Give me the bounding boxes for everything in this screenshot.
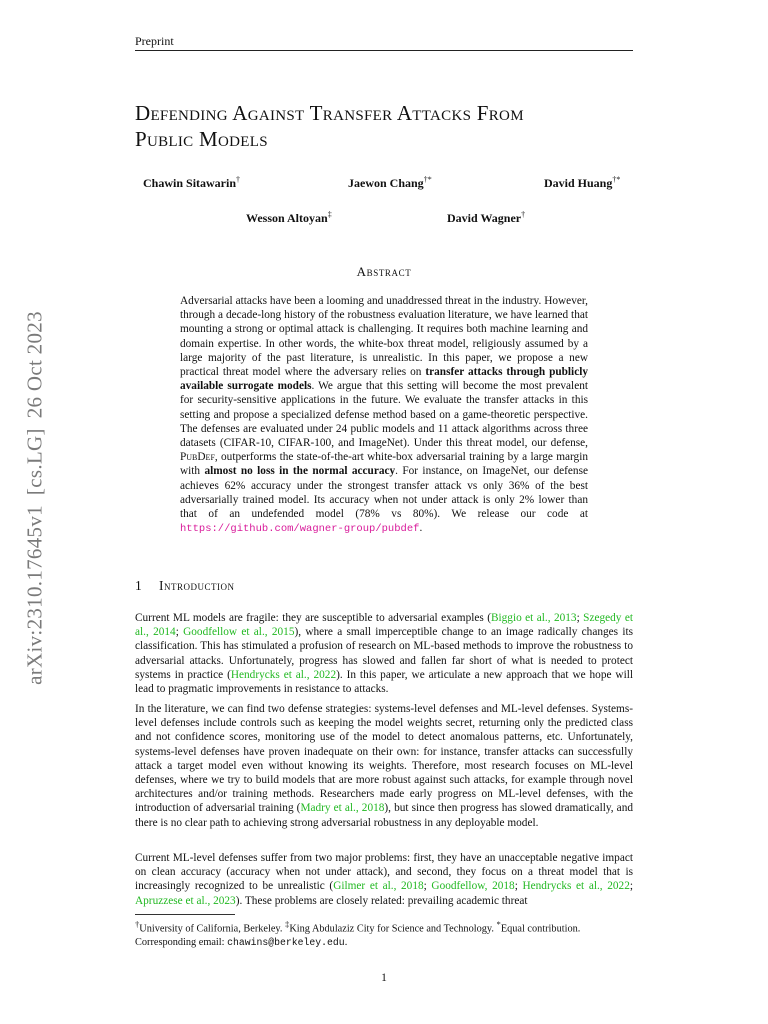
body-text: In the literature, we can find two defense strategies: systems-level defenses and ML-level defenses. Systems-level defenses include controls such as keeping the model weights secret, returning only the predicted class and not confidence scores, monitoring use of the model to detect anomalous patterns, etc. Unfortunately, systems-level defenses have proven inadequate on their own: for instance, transfer attacks can successfully attack a target model even without knowing its weights. Therefore, most research focuses on ML-level defenses, where we try to build models that are more robust against such attacks, for example through novel architectures and/or training methods. Researchers made early progress on ML-level defenses, with the introduction of adversarial training ( [135, 703, 633, 815]
author-name: David Huang [544, 176, 613, 190]
abstract-body [180, 294, 588, 536]
section-number: 1 [135, 578, 142, 593]
footnote-mark: * [496, 919, 501, 929]
body-text: ; [576, 612, 584, 624]
abstract-text: . [419, 522, 423, 535]
paragraph-2 [135, 702, 633, 830]
citation-link[interactable]: Apruzzese et al., 2023 [135, 894, 236, 907]
body-text: ; [175, 626, 184, 639]
running-header: Preprint [135, 34, 174, 48]
body-text: ). In this paper, we articulate a new approach that we hope will lead to pragmatic improvements in resistance to attacks. [135, 668, 633, 696]
contact-label: Corresponding email: [135, 936, 228, 948]
citation-link[interactable]: Hendrycks et al., 2022 [522, 880, 630, 893]
arxiv-sidebar [22, 283, 47, 713]
citation-link[interactable]: Goodfellow et al., 2015 [183, 626, 295, 639]
author-2 [348, 175, 432, 191]
footnote-mark: ‡ [285, 919, 290, 929]
body-text: Current ML-level defenses suffer from two major problems: first, they have an unacceptable negative impact on clean accuracy (accuracy when not under attack), and second, they focus on a threat model that is increasingly recognized to be unrealistic ( [135, 852, 633, 893]
corresponding-email[interactable]: chawins@berkeley.edu [227, 936, 345, 948]
author-5 [447, 210, 525, 226]
paragraph-3 [135, 851, 633, 908]
abstract-emphasis: transfer attacks through publicly available surrogate models [180, 366, 588, 393]
paragraph-1 [135, 611, 633, 696]
arxiv-id: arXiv:2310.17645v1 [22, 505, 47, 685]
author-4 [246, 210, 332, 226]
author-affiliation-mark: † [236, 175, 241, 184]
arxiv-date: 26 Oct 2023 [22, 311, 47, 419]
title-line-1: Defending Against Transfer Attacks From [135, 101, 524, 125]
abstract-emphasis: almost no loss in the normal accuracy [204, 465, 396, 478]
page-number: 1 [381, 972, 387, 984]
citation-link[interactable]: Gilmer et al., 2018 [333, 880, 424, 893]
section-title: Introduction [159, 578, 235, 593]
author-name: David Wagner [447, 211, 522, 225]
author-name: Wesson Altoyan [246, 211, 328, 225]
citation-link[interactable]: Goodfellow, 2018 [431, 880, 515, 893]
body-text: Current ML models are fragile: they are susceptible to adversarial examples ( [135, 612, 491, 624]
body-text: ), but since then progress has slowed dramatically, and there is no clear path to achieving strong adversarial robustness in any deployable model. [135, 802, 633, 829]
body-text: ; [629, 880, 633, 893]
author-3 [544, 175, 620, 191]
abstract-text: Adversarial attacks have been a looming and unaddressed threat in the industry. However, through a decade-long history of the robustness evaluation literature, we have learned that mounting a strong or optimal attack is challenging. It requires both machine learning and domain expertise. In other words, the white-box threat model, religiously assumed by a large majority of the past literature, is unrealistic. In this paper, we propose a new practical threat model where the adversary relies on [180, 295, 588, 379]
author-affiliation-mark: † [521, 210, 526, 219]
author-affiliation-mark: †* [612, 175, 621, 184]
author-1 [143, 175, 240, 191]
title-line-2: Public Models [135, 127, 268, 151]
header-rule [135, 50, 633, 51]
affiliation-text: Equal contribution. [500, 923, 581, 935]
method-name: PubDef [180, 451, 215, 464]
code-url-link[interactable]: https://github.com/wagner-group/pubdef [180, 523, 420, 536]
citation-link[interactable]: Szegedy et al., 2014 [135, 612, 634, 639]
citation-link[interactable]: Madry et al., 2018 [300, 802, 385, 815]
abstract-text: . For instance, on ImageNet, our defense achieves 62% accuracy under the strongest transfer attack vs only 36% of the best adversarially trained model. Its accuracy when not under attack is only 2% lower than that of an undefended model (78% vs 80%). We release our code at [180, 465, 588, 521]
abstract-text: , outperforms the state-of-the-art white-box adversarial training by a large margin with [180, 451, 588, 478]
section-heading [135, 578, 235, 594]
author-name: Jaewon Chang [348, 176, 424, 190]
affiliation-text: King Abdulaziz City for Science and Technology. [289, 923, 497, 935]
author-name: Chawin Sitawarin [143, 176, 237, 190]
body-text: ; [423, 880, 432, 893]
abstract-text: . We argue that this setting will become the most prevalent for security-sensitive applications in the future. We evaluate the transfer attacks in this setting and propose a specialized defense method based on a game-theoretic perspective. The defenses are evaluated under 24 public models and 11 attack algorithms across three datasets (CIFAR-10, CIFAR-100, and ImageNet). Under this threat model, our defense, [180, 380, 588, 450]
footnote-text: . [344, 936, 348, 948]
footnote-mark: † [135, 919, 140, 929]
citation-link[interactable]: Biggio et al., 2013 [490, 612, 577, 624]
arxiv-category: [cs.LG] [22, 428, 47, 496]
author-affiliation-mark: ‡ [327, 210, 332, 219]
body-text: ), where a small imperceptible change to an image radically changes its classification. This has stimulated a profusion of research on ML-based methods to improve the robustness to adversarial attacks. Unfortunately, progress has slowed and fallen far short of what is needed to protect systems in practice ( [135, 626, 633, 681]
footnote-rule [135, 914, 235, 915]
arxiv-stamp [23, 306, 48, 690]
body-text: ; [514, 880, 523, 893]
body-text: ). These problems are closely related: prevailing academic threat [235, 894, 528, 907]
paper-title [135, 100, 635, 152]
abstract-heading: Abstract [356, 264, 412, 279]
footnote [135, 918, 635, 949]
author-affiliation-mark: †* [423, 175, 432, 184]
citation-link[interactable]: Hendrycks et al., 2022 [230, 668, 337, 681]
affiliation-text: University of California, Berkeley. [139, 923, 286, 935]
